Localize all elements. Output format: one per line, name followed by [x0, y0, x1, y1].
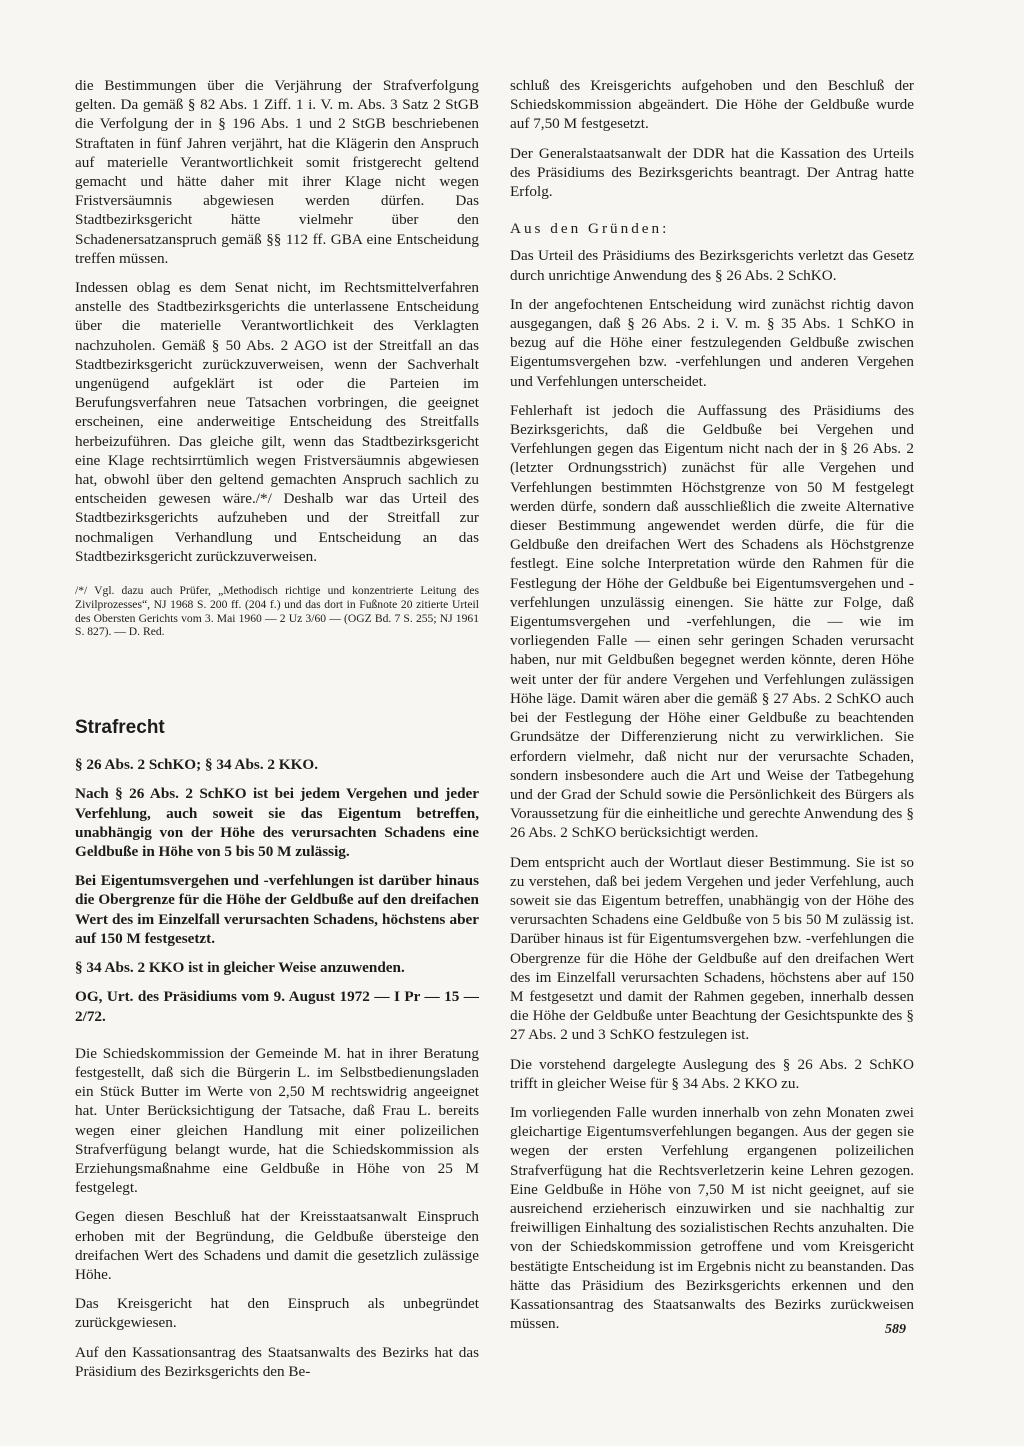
paragraph: Dem entspricht auch der Wortlaut dieser Bestimmung. Sie ist so zu verstehen, daß bei jedem Vergehen und jeder Verfehlung, auch soweit sie das Eigentum betreffen, unabhängig von der Höhe des verursachten Schadens eine Geldbuße von 5 bis 50 M zulässig ist. Darüber hinaus ist für Eigentumsvergehen bzw. -verfehlungen die Obergrenze für die Höhe der Geldbuße auf den dreifachen Wert des im Einzelfall verursachten Schadens, höchstens aber auf 150 M festgesetzt und damit der Rahmen gegeben, innerhalb dessen die Höhe der Geldbuße unter Beachtung der Gesichtspunkte des § 27 Abs. 2 und 3 SchKO festzulegen ist. [510, 853, 914, 1044]
headnote: Nach § 26 Abs. 2 SchKO ist bei jedem Vergehen und jeder Verfehlung, auch soweit sie das Eigentum betreffen, unabhängig von der Höhe des verursachten Schadens eine Geldbuße in Höhe von 5 bis 50 M zulässig. [75, 785, 479, 861]
headnote: § 34 Abs. 2 KKO ist in gleicher Weise anzuwenden. [75, 959, 405, 977]
paragraph: Im vorliegenden Falle wurden innerhalb von zehn Monaten zwei gleichartige Eigentumsverfehlungen begangen. Aus der gegen sie wegen der ersten Verfehlung ergangenen polizeilichen Strafverfügung hat die Rechtsverletzerin keine Lehren gezogen. Eine Geldbuße in Höhe von 7,50 M ist nicht geeignet, auf sie ausreichend erzieherisch einzuwirken und sie nachhaltig zur freiwilligen Einhaltung des sozialistischen Rechts anzuhalten. Die von der Schiedskommission getroffene und vom Kreisgericht bestätigte Entscheidung ist im Ergebnis nicht zu beanstanden. Das hätte das Präsidium des Bezirksgerichts erkennen und den Kassationsantrag des Staatsanwalts des Bezirks zurückweisen müssen. [510, 1103, 914, 1333]
paragraph: Fehlerhaft ist jedoch die Auffassung des Präsidiums des Bezirksgerichts, daß die Geldbuße bei Vergehen und Verfehlungen gegen das Eigentum nicht nach der in § 26 Abs. 2 (letzter Ordnungsstrich) zunächst für alle Vergehen und Verfehlungen bestimmten Höchstgrenze von 50 M festgelegt werden dürfe, sondern daß ausschließlich die zweite Alternative dieser Bestimmung angewendet werden dürfe, die für die Geldbuße den dreifachen Wert des Schadens als Höchstgrenze festlegt. Eine solche Interpretation würde den Rahmen für die Festlegung der Höhe der Geldbuße bei Eigentumsvergehen und -verfehlungen unzulässig einengen. Sie hätte zur Folge, daß Eigentumsvergehen und -verfehlungen, die — wie im vorliegenden Falle — einen sehr geringen Schaden verursacht haben, nur mit Geldbußen begegnet werden könnte, deren Höhe weit unter der für andere Vergehen und Verfehlungen zulässigen Höhe läge. Damit wären aber die gemäß § 27 Abs. 2 SchKO auch bei der Festlegung der Höhe einer Geldbuße zu beachtenden Grundsätze der Differenzierung nicht zu verwirklichen. Sie erfordern vielmehr, daß nicht nur der verursachte Schaden, sondern insbesondere auch die Art und Weise der Tatbegehung und der Grad der Schuld sowie die Persönlichkeit des Bürgers als Voraussetzung für die einheitliche und gerechte Anwendung des § 26 Abs. 2 SchKO berücksichtigt werden. [510, 401, 914, 842]
paragraph: Das Urteil des Präsidiums des Bezirksgerichts verletzt das Gesetz durch unrichtige Anwendung des § 26 Abs. 2 SchKO. [510, 247, 914, 284]
paragraph: Auf den Kassationsantrag des Staatsanwalts des Bezirks hat das Präsidium des Bezirksgerichts den Be- [75, 1343, 479, 1380]
section-title: Strafrecht [75, 717, 165, 739]
page-number: 589 [885, 1322, 906, 1337]
reasons-heading: Aus den Gründen: [510, 220, 670, 238]
footnote: /*/ Vgl. dazu auch Prüfer, „Methodisch richtige und konzentrierte Leitung des Zivilprozesses“, NJ 1968 S. 200 ff. (204 f.) und das dort in Fußnote 20 zitierte Urteil des Obersten Gerichts vom 3. Mai 1960 — 2 Uz 3/60 — (OGZ Bd. 7 S. 255; NJ 1961 S. 827). — D. Red. [75, 584, 479, 639]
headnote: Bei Eigentumsvergehen und -verfehlungen ist darüber hinaus die Obergrenze für die Höhe der Geldbuße auf den dreifachen Wert des im Einzelfall verursachten Schadens, höchstens aber auf 150 M festgesetzt. [75, 872, 479, 947]
right-column [510, 76, 914, 1343]
paragraph: Die vorstehend dargelegte Auslegung des § 26 Abs. 2 SchKO trifft in gleicher Weise für § 34 Abs. 2 KKO zu. [510, 1055, 914, 1092]
decision-citation: OG, Urt. des Präsidiums vom 9. August 1972 — I Pr — 15 — 2/72. [75, 988, 479, 1025]
paragraph: die Bestimmungen über die Verjährung der Strafverfolgung gelten. Da gemäß § 82 Abs. 1 Ziff. 1 i. V. m. Abs. 3 Satz 2 StGB die Verfolgung der in § 196 Abs. 1 und 2 StGB beschriebenen Straftaten in fünf Jahren verjährt, hat die Klägerin den Anspruch auf materielle Verantwortlichkeit somit fristgerecht geltend gemacht und hätte daher mit ihrer Klage nicht wegen Fristversäumnis abgewiesen werden dürfen. Das Stadtbezirksgericht hätte vielmehr über den Schadenersatzanspruch gemäß §§ 112 ff. GBA eine Entscheidung treffen müssen. [75, 77, 479, 267]
paragraph: Die Schiedskommission der Gemeinde M. hat in ihrer Beratung festgestellt, daß sich die Bürgerin L. im Selbstbedienungsladen ein Stück Butter im Werte von 2,50 M rechtswidrig angeeignet hat. Unter Berücksichtigung der Tatsache, daß Frau L. bereits wegen einer gleichen Handlung mit einer polizeilichen Strafverfügung belangt wurde, hat die Schiedskommission als Erziehungsmaßnahme eine Geldbuße in Höhe von 25 M festgelegt. [75, 1044, 479, 1197]
paragraph: Gegen diesen Beschluß hat der Kreisstaatsanwalt Einspruch erhoben mit der Begründung, die Geldbuße übersteige den dreifachen Wert des Schadens und damit die gesetzlich zulässige Höhe. [75, 1208, 479, 1283]
paragraph: Indessen oblag es dem Senat nicht, im Rechtsmittelverfahren anstelle des Stadtbezirksgerichts die unterlassene Entscheidung über die materielle Verantwortlichkeit des Verklagten nachzuholen. Gemäß § 50 Abs. 2 AGO ist der Streitfall an das Stadtbezirksgericht zurückzuverweisen, wenn der Sachverhalt ungenügend aufgeklärt ist oder die Parteien im Berufungsverfahren neue Tatsachen vorbringen, die geeignet erscheinen, eine anderweitige Entscheidung des Streitfalls herbeizuführen. Das gleiche gilt, wenn das Stadtbezirksgericht eine Klage rechtsirrtümlich wegen Fristversäumnis abgewiesen hat, obwohl über den geltend gemachten Anspruch sachlich zu entscheiden gewesen wäre./*/ Deshalb war das Urteil des Stadtbezirksgerichts aufzuheben und der Streitfall zur nochmaligen Verhandlung und Entscheidung an das Stadtbezirksgericht zurückzuverweisen. [75, 279, 479, 565]
headnote-reference: § 26 Abs. 2 SchKO; § 34 Abs. 2 KKO. [75, 756, 319, 774]
paragraph: schluß des Kreisgerichts aufgehoben und den Beschluß der Schiedskommission abgeändert. Die Höhe der Geldbuße wurde auf 7,50 M festgesetzt. [510, 77, 914, 133]
left-column [75, 76, 479, 1391]
paragraph: Das Kreisgericht hat den Einspruch als unbegründet zurückgewiesen. [75, 1295, 479, 1332]
paragraph: In der angefochtenen Entscheidung wird zunächst richtig davon ausgegangen, daß § 26 Abs. 2 i. V. m. § 35 Abs. 1 SchKO in bezug auf die Höhe einer festzulegenden Geldbuße zwischen Eigentumsvergehen bzw. -verfehlungen und anderen Vergehen und Verfehlungen unterscheidet. [510, 295, 914, 390]
paragraph: Der Generalstaatsanwalt der DDR hat die Kassation des Urteils des Präsidiums des Bezirksgerichts beantragt. Der Antrag hatte Erfolg. [510, 144, 914, 201]
